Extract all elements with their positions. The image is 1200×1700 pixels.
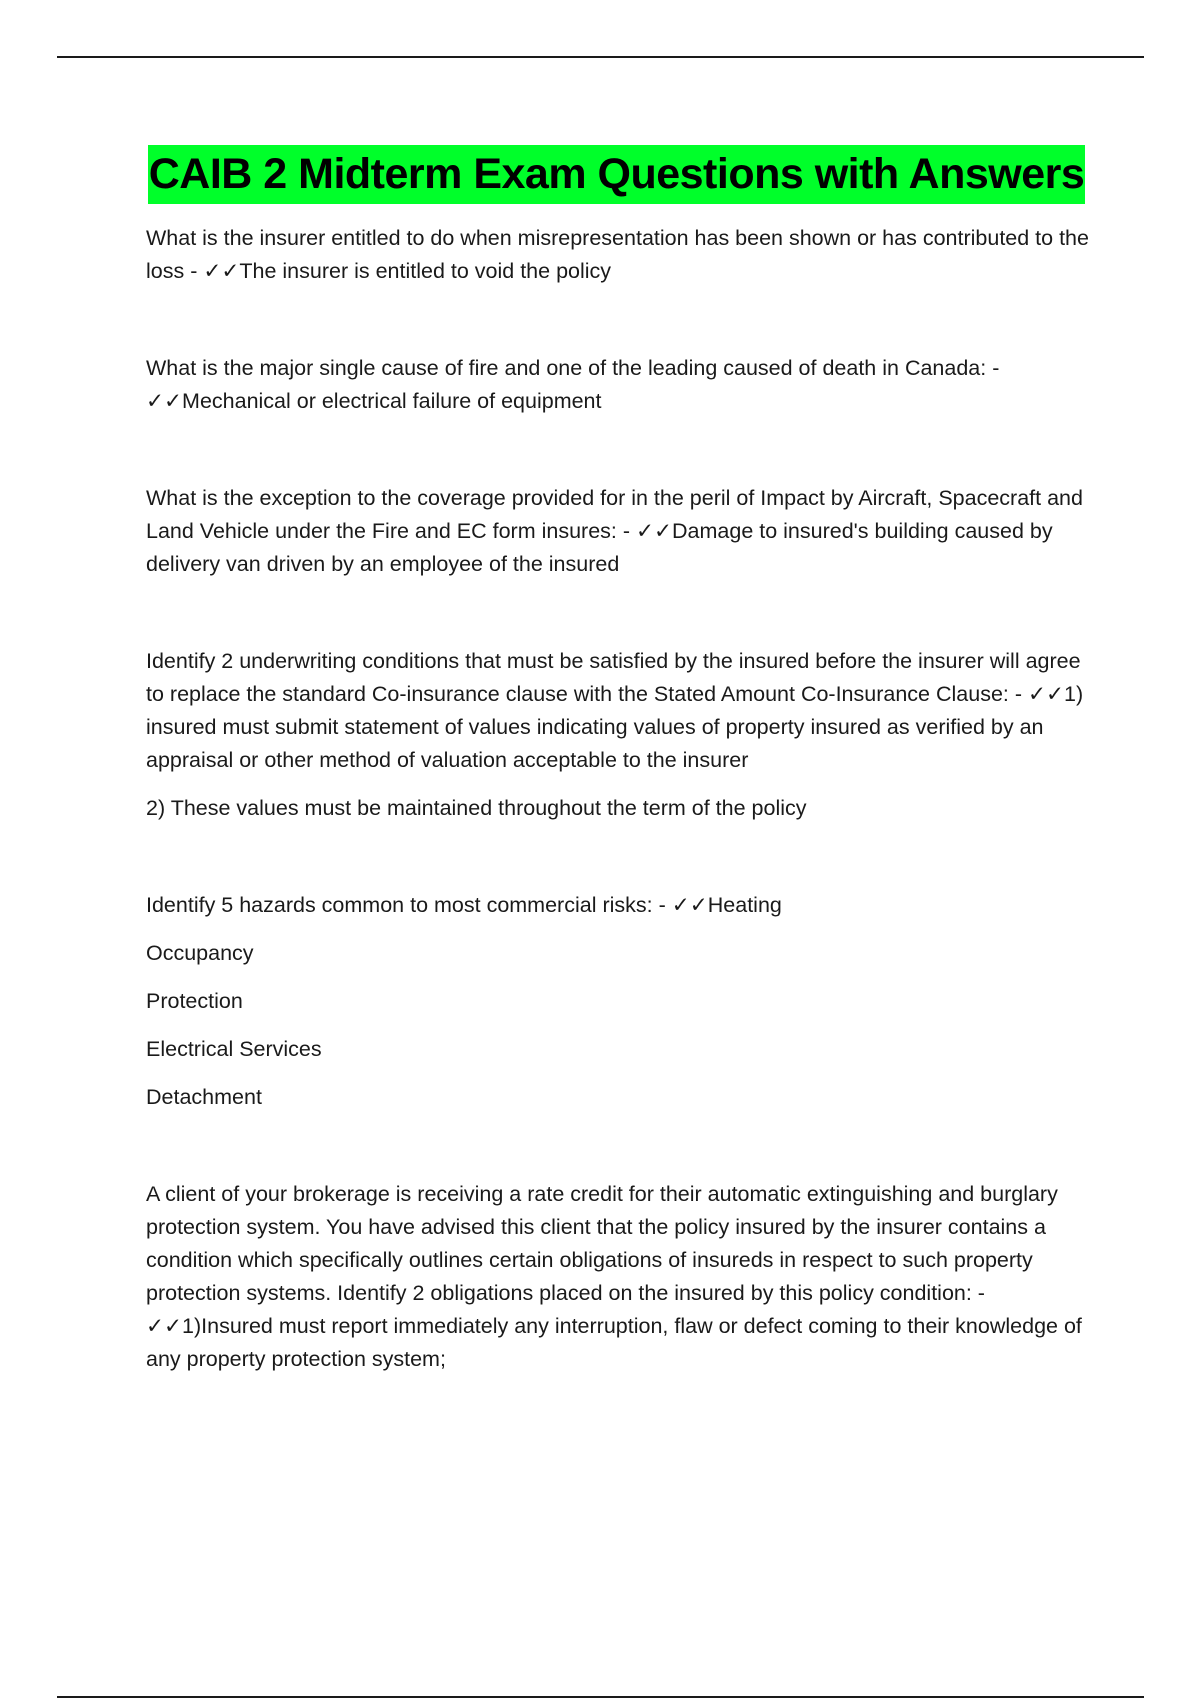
checkmark-icon: ✓✓	[1027, 682, 1065, 706]
document-title: CAIB 2 Midterm Exam Questions with Answers	[148, 150, 1085, 198]
answer-line: Protection	[146, 989, 243, 1013]
qa-entry	[146, 352, 1096, 418]
checkmark-icon: ✓✓	[671, 893, 708, 917]
qa-entry	[146, 222, 1096, 288]
answer-text: 1)Insured must report immediately any interruption, flaw or defect coming to their knowledge of any property protection system;	[146, 1314, 1082, 1371]
qa-entry	[146, 889, 1096, 1114]
checkmark-icon: ✓✓	[146, 389, 183, 413]
checkmark-icon: ✓✓	[203, 259, 240, 283]
document-body	[146, 222, 1096, 1376]
qa-entry	[146, 482, 1096, 581]
answer-line: Electrical Services	[146, 1037, 322, 1061]
qa-text	[146, 645, 1096, 777]
question-text: A client of your brokerage is receiving a rate credit for their automatic extinguishing and burglary protection system. You have advised this client that the policy insured by the insurer contains a condition which specifically outlines certain obligations of insureds in respect to such property protection systems. Identify 2 obligations placed on the insured by this policy condition: -	[146, 1182, 1058, 1305]
answer-text: The insurer is entitled to void the policy	[239, 259, 612, 283]
question-text: What is the major single cause of fire and one of the leading caused of death in Canada: -	[146, 356, 1000, 380]
footer-rule	[57, 1696, 1144, 1698]
qa-text	[146, 352, 1096, 418]
qa-text	[146, 889, 1096, 922]
qa-text	[146, 1178, 1096, 1376]
answer-text: Mechanical or electrical failure of equipment	[182, 389, 602, 413]
checkmark-icon: ✓✓	[635, 519, 673, 543]
question-text: What is the insurer entitled to do when misrepresentation has been shown or has contributed to the loss -	[146, 226, 1089, 283]
qa-entry	[146, 645, 1096, 825]
qa-entry	[146, 1178, 1096, 1376]
qa-text	[146, 482, 1096, 581]
answer-line: Occupancy	[146, 941, 254, 965]
title-highlight	[148, 145, 1085, 204]
question-text: Identify 5 hazards common to most commercial risks: -	[146, 893, 672, 917]
qa-text	[146, 222, 1096, 288]
answer-text: 1) insured must submit statement of values indicating values of property insured as verified by an appraisal or other method of valuation acceptable to the insurer	[146, 682, 1084, 772]
answer-line: Detachment	[146, 1085, 262, 1109]
header-rule	[57, 56, 1144, 58]
answer-line: 2) These values must be maintained throughout the term of the policy	[146, 796, 807, 820]
question-text: What is the exception to the coverage provided for in the peril of Impact by Aircraft, Spacecraft and Land Vehicle under the Fire and EC form insures: -	[146, 486, 1083, 543]
checkmark-icon: ✓✓	[146, 1314, 183, 1338]
answer-text: Heating	[707, 893, 782, 917]
answer-text: Damage to insured's building caused by delivery van driven by an employee of the insured	[146, 519, 1053, 576]
question-text: Identify 2 underwriting conditions that must be satisfied by the insured before the insurer will agree to replace the standard Co-insurance clause with the Stated Amount Co-Insurance Clause: -	[146, 649, 1081, 706]
